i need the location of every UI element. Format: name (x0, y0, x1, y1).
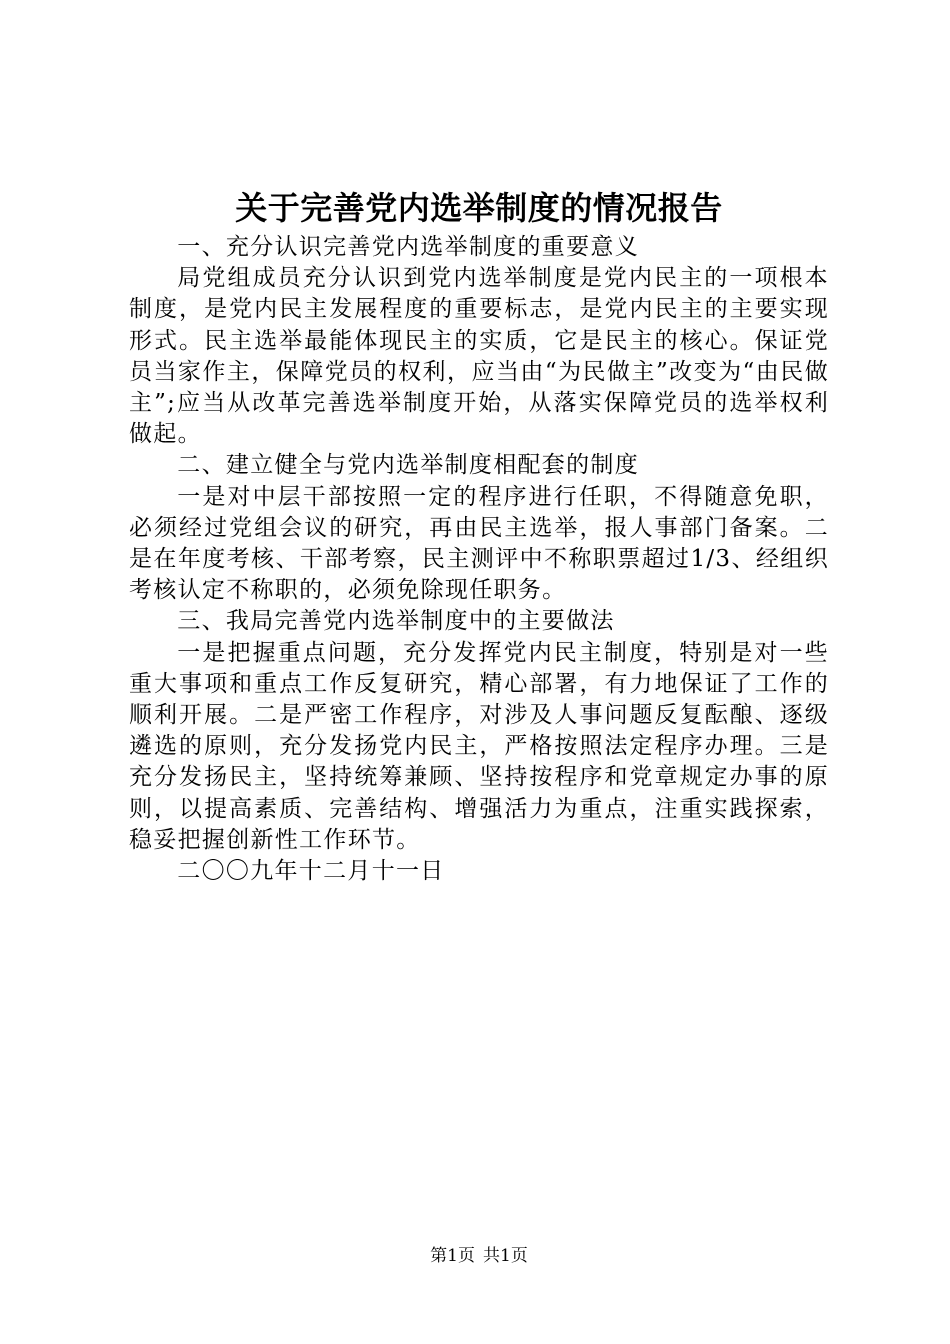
section-paragraph-2: 一是对中层干部按照一定的程序进行任职，不得随意免职，必须经过党组会议的研究，再由民主选举，报人事部门备案。二是在年度考核、干部考察，民主测评中不称职票超过1/3、经组织考核认定不称职的，必须免除现任职务。 (129, 483, 829, 604)
section-paragraph-3: 一是把握重点问题，充分发挥党内民主制度，特别是对一些重大事项和重点工作反复研究，精心部署，有力地保证了工作的顺利开展。二是严密工作程序，对涉及人事问题反复酝酿、逐级遴选的原则，充分发扬党内民主，严格按照法定程序办理。三是充分发扬民主，坚持统筹兼顾、坚持按程序和党章规定办事的原则，以提高素质、完善结构、增强活力为重点，注重实践探索，稳妥把握创新性工作环节。 (129, 639, 829, 853)
document-body (129, 232, 829, 887)
section-heading-2: 二、建立健全与党内选举制度相配套的制度 (177, 452, 639, 479)
section-heading-3: 三、我局完善党内选举制度中的主要做法 (177, 608, 615, 635)
page-footer (0, 1244, 950, 1268)
section-heading-1: 一、充分认识完善党内选举制度的重要意义 (177, 234, 639, 260)
page-total: 共1页 (483, 1246, 528, 1266)
section-paragraph-1: 局党组成员充分认识到党内选举制度是党内民主的一项根本制度，是党内民主发展程度的重要标志，是党内民主的主要实现形式。民主选举最能体现民主的实质，它是民主的核心。保证党员当家作主，保障党员的权利，应当由“为民做主”改变为“由民做主”;应当从改革完善选举制度开始，从落实保障党员的选举权利做起。 (129, 265, 829, 448)
document-date: 二〇〇九年十二月十一日 (177, 858, 445, 885)
document-title: 关于完善党内选举制度的情况报告 (235, 189, 723, 227)
page-number: 第1页 (430, 1246, 475, 1266)
